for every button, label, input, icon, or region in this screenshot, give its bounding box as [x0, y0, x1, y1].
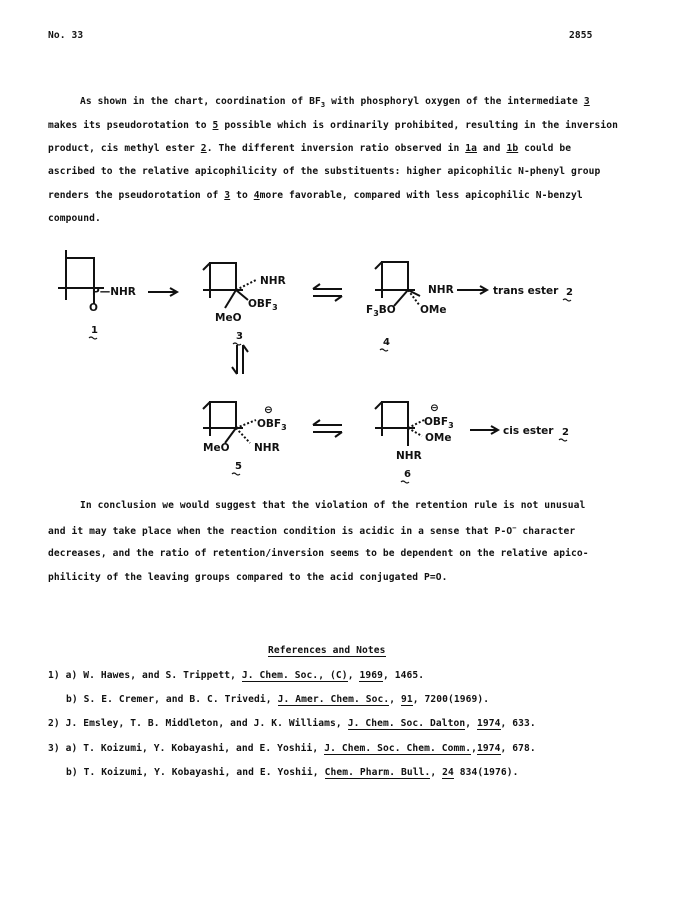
reference-2: 2) J. Emsley, T. B. Middleton, and J. K. Williams, J. Chem. Soc. Dalton, 1974, 633.	[48, 718, 536, 729]
label-3-meo: MeO	[215, 312, 242, 324]
para2-line1: In conclusion we would suggest that the violation of the retention rule is not unusual	[80, 500, 586, 511]
label-5-charge: ⊖	[264, 404, 273, 416]
label-4-f3bo: $F_3BO$	[366, 304, 396, 318]
para1-line4: ascribed to the relative apicophilicity of the substituents: higher apicophilic N-phenyl group	[48, 166, 601, 177]
label-cis-ester: cis ester	[503, 425, 554, 437]
label-5-meo: MeO	[203, 442, 230, 454]
label-6-obf: $OBF_3$	[424, 416, 454, 430]
compound-6-structure	[375, 402, 424, 446]
para2-line2: and it may take place when the reaction condition is acidic in a sense that P-O− character	[48, 524, 576, 538]
label-6-ome: OMe	[425, 432, 452, 444]
compound-number-5: 5	[235, 461, 242, 472]
reference-3a: 3) a) T. Koizumi, Y. Kobayashi, and E. Yoshii, J. Chem. Soc. Chem. Comm.,1974, 678.	[48, 743, 536, 754]
cis-ester-number: 2	[562, 427, 569, 438]
journal-number: No. 33	[48, 30, 84, 41]
para1-line2: makes its pseudorotation to 5 possible which is ordinarily prohibited, resulting in the inversion	[48, 120, 619, 131]
compound-number-6: 6	[404, 469, 411, 480]
reference-3b: b) T. Koizumi, Y. Kobayashi, and E. Yoshii, Chem. Pharm. Bull., 24 834(1976).	[66, 767, 519, 778]
compound-number-1: 1	[91, 325, 98, 336]
para2-line4: philicity of the leaving groups compared to the acid conjugated P=O.	[48, 572, 448, 583]
label-6-charge: ⊖	[430, 402, 439, 414]
compound-4-structure	[375, 262, 420, 306]
label-phosphoryl-o: O	[89, 302, 98, 314]
trans-ester-number: 2	[566, 287, 573, 298]
reference-1b: b) S. E. Cremer, and B. C. Trivedi, J. Amer. Chem. Soc., 91, 7200(1969).	[66, 694, 490, 705]
para1-line3: product, cis methyl ester 2. The different inversion ratio observed in 1a and 1b could be	[48, 143, 572, 154]
compound-number-4: 4	[383, 337, 390, 348]
label-4-nhr: NHR	[428, 284, 454, 296]
label-p-nhr: P—NHR	[92, 286, 136, 298]
para1-line1: As shown in the chart, coordination of $BF_3$ with phosphoryl oxygen of the intermediate 3	[80, 96, 590, 109]
page-number: 2855	[569, 30, 593, 41]
label-4-ome: OMe	[420, 304, 447, 316]
label-3-nhr: NHR	[260, 275, 286, 287]
label-5-nhr: NHR	[254, 442, 280, 454]
references-heading: References and Notes	[268, 645, 386, 656]
label-5-obf: $OBF_3$	[257, 418, 287, 432]
reference-1a: 1) a) W. Hawes, and S. Trippett, J. Chem. Soc., (C), 1969, 1465.	[48, 670, 425, 681]
para2-line3: decreases, and the ratio of retention/inversion seems to be dependent on the relative apico-	[48, 548, 589, 559]
para1-line6: compound.	[48, 213, 101, 224]
compound-number-3: 3	[236, 331, 243, 342]
compound-5-structure	[203, 402, 256, 443]
label-6-nhr: NHR	[396, 450, 422, 462]
label-trans-ester: trans ester	[493, 285, 559, 297]
para1-line5: renders the pseudorotation of 3 to 4more favorable, compared with less apicophilic N-benzyl	[48, 190, 583, 201]
label-3-obf: $OBF_3$	[248, 298, 278, 312]
